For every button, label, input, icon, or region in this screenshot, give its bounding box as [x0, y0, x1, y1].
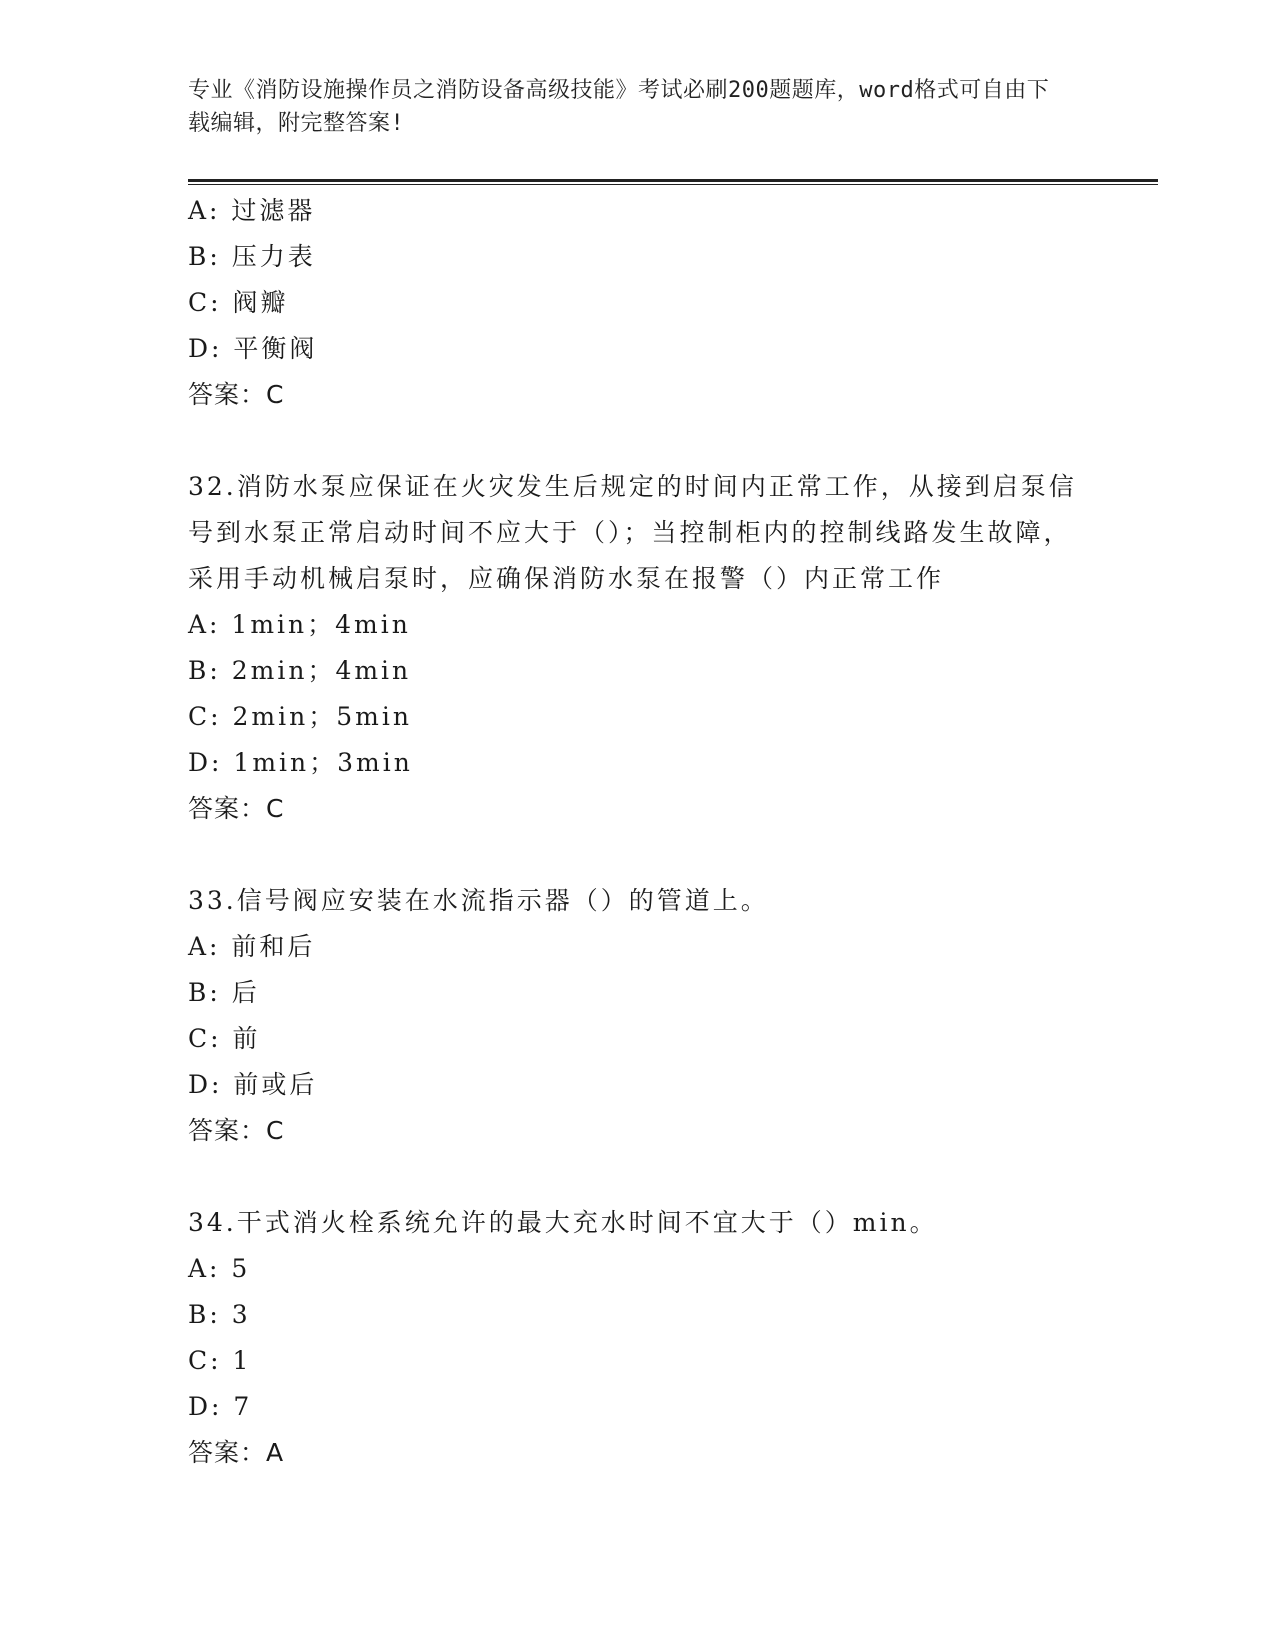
option-a: A: 过滤器 — [188, 196, 316, 225]
carryover-question — [188, 188, 1088, 418]
option-c: C: 前 — [188, 1024, 261, 1053]
option-c: C: 1 — [188, 1346, 252, 1375]
question-stem: 33.信号阀应安装在水流指示器（）的管道上。 — [188, 886, 769, 915]
option-b: B: 后 — [188, 978, 260, 1007]
question-32 — [188, 464, 1088, 832]
option-d: D: 7 — [188, 1392, 253, 1421]
answer-line: 答案：C — [188, 794, 285, 823]
header-divider-thin — [188, 184, 1158, 185]
option-a: A: 5 — [188, 1254, 251, 1283]
document-header: 专业《消防设施操作员之消防设备高级技能》考试必刷200题题库，word格式可自由下载编辑，附完整答案! — [188, 78, 1050, 136]
option-c: C: 2min；5min — [188, 702, 412, 731]
question-34 — [188, 1200, 1088, 1476]
spacer — [188, 418, 1088, 464]
option-a: A: 1min；4min — [188, 610, 411, 639]
question-list — [188, 188, 1088, 1476]
spacer — [188, 1154, 1088, 1200]
answer-line: 答案：C — [188, 1116, 285, 1145]
option-b: B: 3 — [188, 1300, 251, 1329]
answer-line: 答案：A — [188, 1438, 285, 1467]
header-divider-thick — [188, 179, 1158, 182]
option-c: C: 阀瓣 — [188, 288, 289, 317]
option-d: D: 平衡阀 — [188, 334, 318, 363]
option-d: D: 前或后 — [188, 1070, 318, 1099]
spacer — [188, 832, 1088, 878]
option-b: B: 2min；4min — [188, 656, 412, 685]
option-a: A: 前和后 — [188, 932, 316, 961]
option-b: B: 压力表 — [188, 242, 316, 271]
option-d: D: 1min；3min — [188, 748, 413, 777]
answer-line: 答案：C — [188, 380, 285, 409]
question-stem: 34.干式消火栓系统允许的最大充水时间不宜大于（）min。 — [188, 1208, 938, 1237]
question-stem: 32.消防水泵应保证在火灾发生后规定的时间内正常工作，从接到启泵信号到水泵正常启动时间不应大于（）；当控制柜内的控制线路发生故障，采用手动机械启泵时，应确保消防水泵在报警（）内正常工作 — [188, 472, 1077, 593]
question-33 — [188, 878, 1088, 1154]
